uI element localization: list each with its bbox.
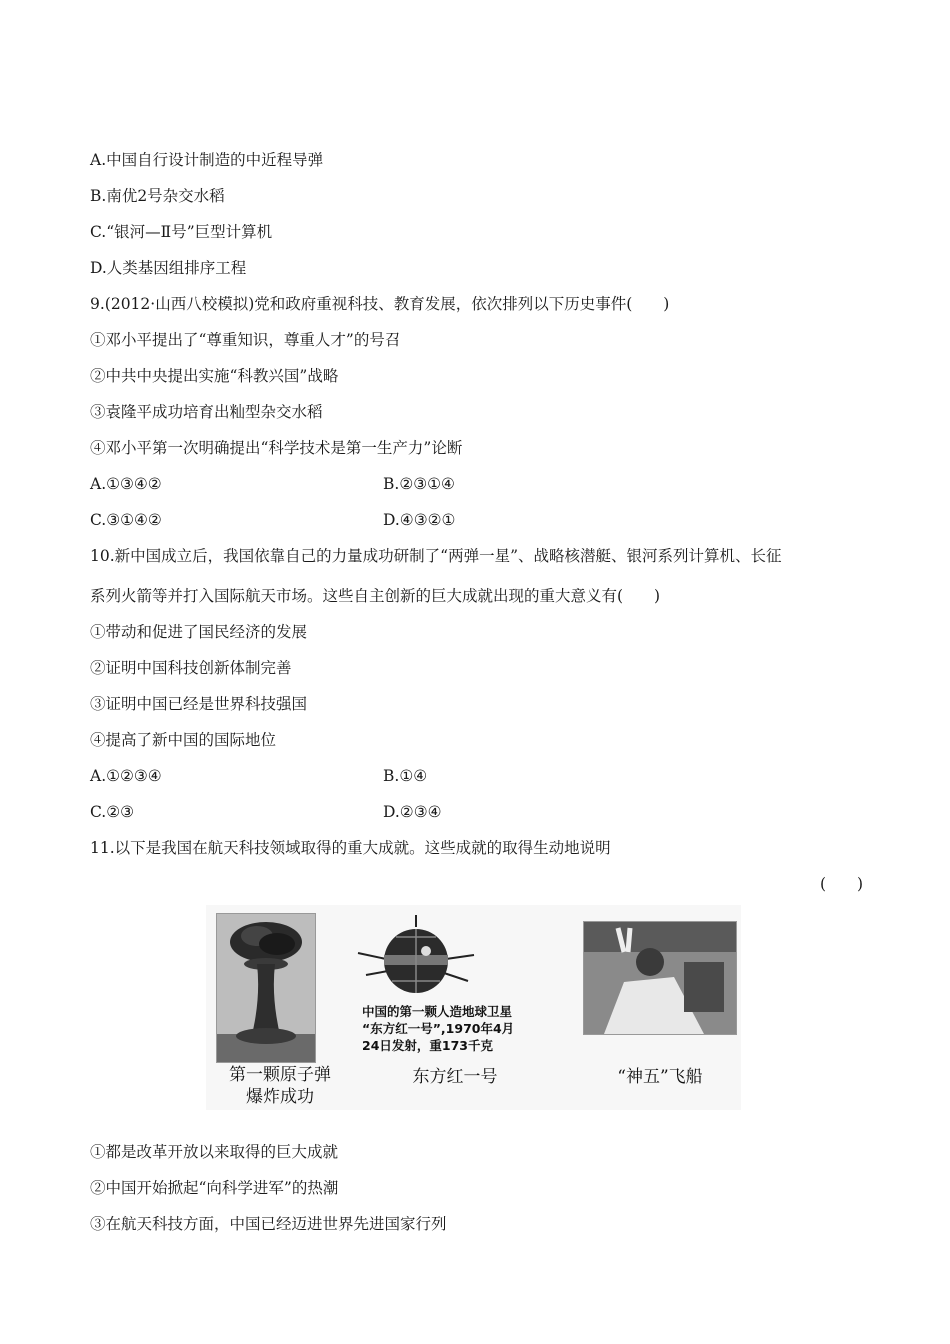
q10-item-1: ①带动和促进了国民经济的发展	[90, 623, 308, 641]
q10-option-a: A.①②③④	[90, 767, 162, 785]
q10-option-d: D.②③④	[383, 803, 442, 821]
q10-stem-line2: 系列火箭等并打入国际航天市场。这些自主创新的巨大成就出现的重大意义有( )	[90, 587, 661, 605]
satellite-desc-line3: 24日发射，重173千克	[362, 1038, 493, 1053]
q10-stem-line1: 10.新中国成立后，我国依靠自己的力量成功研制了“两弹一星”、战略核潜艇、银河系列计算机、长征	[90, 547, 782, 565]
atomic-bomb-photo	[216, 913, 316, 1063]
q8-option-b: B.南优2号杂交水稻	[90, 187, 225, 205]
satellite-icon	[356, 915, 476, 1005]
caption-dongfanghong: 东方红一号	[412, 1067, 498, 1087]
q8-option-d: D.人类基因组排序工程	[90, 259, 247, 277]
shenwu-photo	[583, 921, 737, 1035]
q9-item-1: ①邓小平提出了“尊重知识，尊重人才”的号召	[90, 331, 401, 349]
caption-atomic-bomb-line2: 爆炸成功	[246, 1087, 314, 1107]
caption-atomic-bomb-line1: 第一颗原子弹	[229, 1065, 331, 1085]
q9-option-c: C.③①④②	[90, 511, 162, 529]
q9-option-d: D.④③②①	[383, 511, 456, 529]
q11-item-3: ③在航天科技方面，中国已经迈进世界先进国家行列	[90, 1215, 447, 1233]
satellite-desc-line1: 中国的第一颗人造地球卫星	[362, 1004, 513, 1019]
q11-stem: 11.以下是我国在航天科技领域取得的重大成就。这些成就的取得生动地说明	[90, 839, 611, 857]
satellite-desc-line2: “东方红一号”,1970年4月	[362, 1021, 515, 1036]
q11-answer-paren: ( )	[820, 875, 864, 893]
q9-item-4: ④邓小平第一次明确提出“科学技术是第一生产力”论断	[90, 439, 463, 457]
q10-item-4: ④提高了新中国的国际地位	[90, 731, 277, 749]
caption-atomic-bomb	[210, 1064, 350, 1108]
satellite-description	[362, 1003, 562, 1054]
q10-item-3: ③证明中国已经是世界科技强国	[90, 695, 308, 713]
q9-item-2: ②中共中央提出实施“科教兴国”战略	[90, 367, 339, 385]
q11-item-1: ①都是改革开放以来取得的巨大成就	[90, 1143, 339, 1161]
q10-option-c: C.②③	[90, 803, 135, 821]
q9-stem: 9.(2012·山西八校模拟)党和政府重视科技、教育发展，依次排列以下历史事件( )	[90, 295, 670, 313]
q10-option-b: B.①④	[383, 767, 428, 785]
q10-item-2: ②证明中国科技创新体制完善	[90, 659, 292, 677]
q9-option-a: A.①③④②	[90, 475, 162, 493]
caption-shenwu: “神五”飞船	[617, 1067, 703, 1087]
q8-option-c: C.“银河—Ⅱ号”巨型计算机	[90, 223, 273, 241]
q9-option-b: B.②③①④	[383, 475, 455, 493]
q11-item-2: ②中国开始掀起“向科学进军”的热潮	[90, 1179, 339, 1197]
q9-item-3: ③袁隆平成功培育出籼型杂交水稻	[90, 403, 323, 421]
q8-option-a: A.中国自行设计制造的中近程导弹	[90, 151, 324, 169]
